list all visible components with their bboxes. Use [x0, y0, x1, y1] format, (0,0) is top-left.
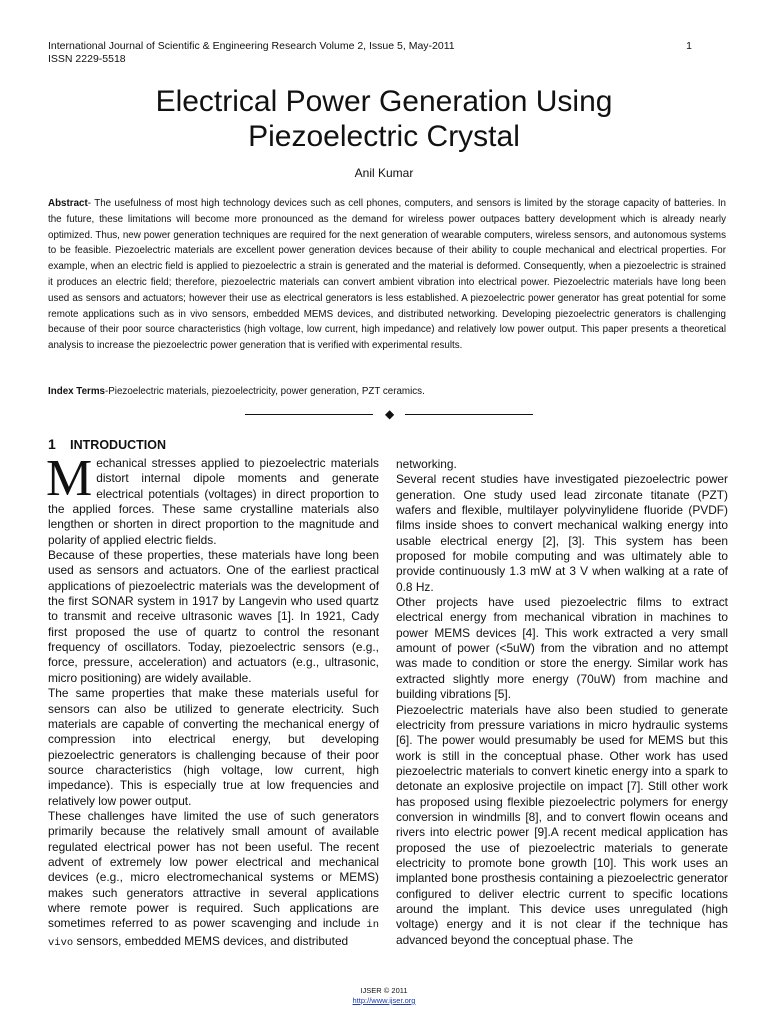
paper-title [48, 84, 720, 154]
diamond-icon: ◆ [385, 407, 395, 421]
copyright: IJSER © 2011 [360, 986, 408, 995]
intro-paragraph-4-end: sensors, embedded MEMS devices, and distributed [73, 933, 349, 948]
intro-paragraph-3: The same properties that make these materials useful for sensors can also be utilized to generate electricity. Such materials are capable of converting the mechanical energy of compression into electrical energy, but developing piezoelectric generators is challenging because of their poor source characteristics (high voltage, low current, high impedance). This is especially true at low frequencies and relatively low power output. [48, 686, 379, 808]
section-title-initial: I [70, 437, 74, 452]
right-paragraph-0: networking. [396, 457, 457, 471]
intro-paragraph-1-text: echanical stresses applied to piezoelectric materials distort internal dipole moments and generate electrical potentials (voltages) in direct proportion to the applied forces. These same crystalline materials also lengthen or shorten in direct proportion to the magnitude and polarity of applied electric fields. [48, 456, 379, 547]
left-column [48, 435, 379, 951]
section-heading [48, 435, 379, 454]
journal-url-link[interactable]: http://www.ijser.org [352, 996, 416, 1005]
section-title-rest: NTRODUCTION [73, 438, 166, 452]
intro-paragraph-1 [46, 450, 379, 548]
intro-paragraph-4-main: These challenges have limited the use of such generators primarily because the relatively small amount of available regulated electrical power has not been useful. The recent advent of extremely low power electrical and mechanical devices (e.g., micro electromechanical systems or MEMS) makes such generators attractive in several applications where remote power is required. Such applications are sometimes referred to as power scavenging and include [48, 808, 379, 931]
abstract-text: - The usefulness of most high technology devices such as cell phones, computers, and sensors is limited by the storage capacity of batteries. In the future, these limitations will become more pronounced as the demand for wireless power outpaces battery development which is already nearly optimized. Thus, new power generation techniques are required for the next generation of wearable computers, wireless sensors, and autonomous systems to be feasible. Piezoelectric materials are excellent power generation devices because of their ability to couple mechanical and electrical properties. For example, when an electric field is applied to piezoelectric a strain is generated and the material is deformed. Consequently, when a piezoelectric is strained it produces an electric field; therefore, piezoelectric materials can convert ambient vibration into electrical power. Piezoelectric materials have long been used as sensors and actuators; however their use as electrical generators is less established. A piezoelectric power generator has great potential for some remote applications such as in vivo sensors, embedded MEMS devices, and distributed networking. Developing piezoelectric generators is challenging because of their poor source characteristics (high voltage, low current, high impedance) and relatively low power output. This paper presents a theoretical analysis to increase the piezoelectric power generation that is verified with experimental results. [48, 198, 726, 352]
running-header [48, 40, 720, 66]
separator-line-right [405, 414, 533, 415]
index-terms-text: -Piezoelectric materials, piezoelectricity, power generation, PZT ceramics. [105, 386, 425, 397]
abstract-label: Abstract [48, 198, 88, 209]
drop-cap: M [46, 450, 93, 507]
separator-line-left [245, 414, 373, 415]
section-separator [245, 407, 535, 421]
right-paragraph-2: Other projects have used piezoelectric films to extract electrical energy from mechanical vibration in machines to power MEMS devices [4]. This work extracted a very small amount of power (<5uW) from the vibration and no attempt was made to condition or store the energy. Similar work has extracted slightly more energy (70uW) from machine and building vibrations [5]. [396, 595, 728, 702]
page-footer [48, 986, 720, 1006]
index-terms [48, 385, 720, 398]
section-number: 1 [48, 436, 56, 452]
title-line-2: Piezoelectric Crystal [248, 120, 520, 153]
journal-citation: International Journal of Scientific & Engineering Research Volume 2, Issue 5, May-2011 [48, 40, 455, 52]
right-paragraph-1: Several recent studies have investigated piezoelectric power generation. One study used lead zirconate titanate (PZT) wafers and flexible, multilayer polyvinylidene fluoride (PVDF) films inside shoes to convert mechanical walking energy into usable electrical energy [2], [3]. This system has been proposed for mobile computing and was ultimately able to provide continuously 1.3 mW at 3 V when walking at a rate of 0.8 Hz. [396, 472, 728, 594]
page-number: 1 [686, 40, 692, 52]
right-paragraph-3: Piezoelectric materials have also been studied to generate electricity from pressure variations in micro hydraulic systems [6]. The power would presumably be used for MEMS but this work is still in the conceptual phase. Other work has used piezoelectric materials to convert kinetic energy into a spark to detonate an explosive projectile on impact [7]. Still other work has proposed using flexible piezoelectric polymers for energy conversion in windmills [8], and to convert flowin oceans and rivers into electric power [9].A recent medical application has proposed the use of piezoelectric materials to generate electricity to promote bone growth [10]. This work uses an implanted bone prosthesis containing a piezoelectric generator configured to deliver electric current to specific locations around the implant. This device uses unregulated (high voltage) energy and it is not clear if the technique has advanced beyond the conceptual phase. The [396, 702, 728, 947]
abstract [48, 196, 726, 354]
title-line-1: Electrical Power Generation Using [155, 85, 613, 118]
author-name: Anil Kumar [354, 166, 414, 180]
intro-paragraph-2: Because of these properties, these materials have long been used as sensors and actuators. One of the earliest practical applications of piezoelectric materials was the development of the first SONAR system in 1917 by Langevin who used quartz to transmit and receive ultrasonic waves [1]. In 1921, Cady first proposed the use of quartz to control the resonant frequency of oscillators. Today, piezoelectric sensors (e.g., force, pressure, acceleration) and actuators (e.g., ultrasonic, micro positioning) are widely available. [48, 548, 379, 685]
issn: ISSN 2229-5518 [48, 53, 126, 65]
in-vivo-term: in vivo [48, 919, 379, 949]
intro-paragraph-4 [48, 809, 379, 951]
right-column [396, 457, 728, 948]
index-terms-label: Index Terms [48, 386, 105, 397]
